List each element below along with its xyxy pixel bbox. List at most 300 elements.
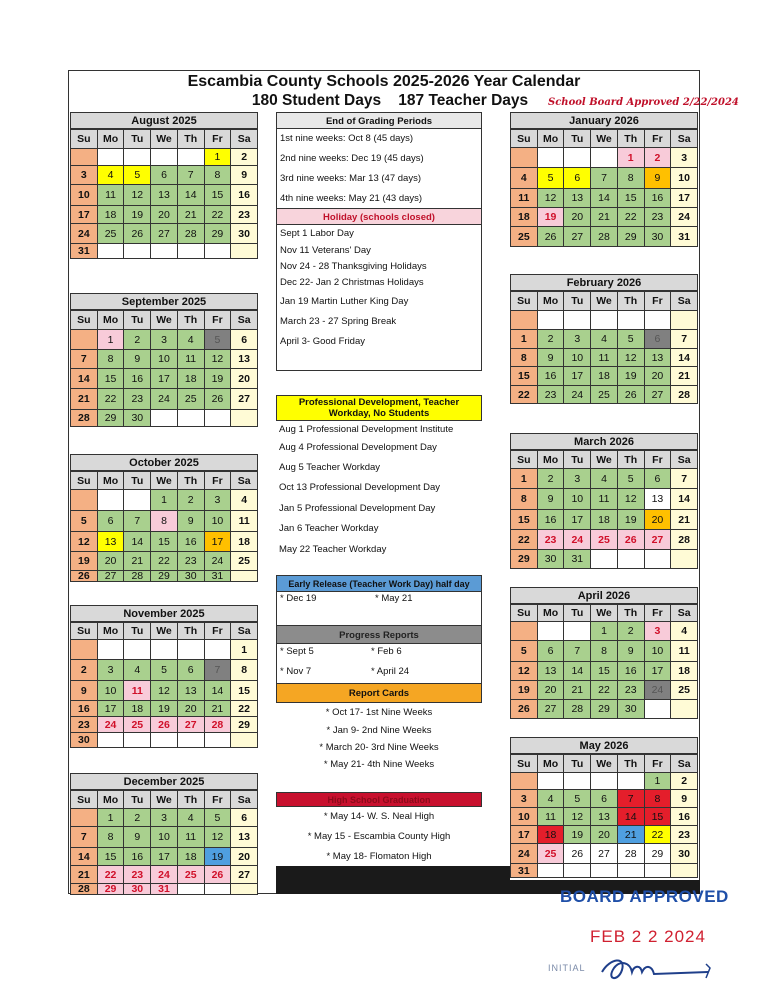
day-cell: 8 bbox=[511, 489, 538, 510]
weekday-header: Fr bbox=[645, 451, 672, 469]
day-cell: 16 bbox=[671, 808, 698, 826]
weekday-header: Tu bbox=[564, 451, 591, 469]
weekday-header: We bbox=[151, 472, 178, 490]
holiday-item: Sept 1 Labor Day bbox=[280, 228, 354, 239]
pd-section bbox=[276, 395, 482, 560]
weekday-header: Th bbox=[178, 130, 205, 149]
day-cell: 30 bbox=[645, 227, 672, 247]
day-cell bbox=[205, 640, 232, 660]
day-cell: 25 bbox=[124, 717, 151, 733]
day-cell: 13 bbox=[151, 185, 178, 206]
day-cell: 25 bbox=[671, 681, 698, 700]
weekday-header: Fr bbox=[205, 472, 232, 490]
day-cell: 4 bbox=[591, 469, 618, 489]
day-cell: 30 bbox=[178, 571, 205, 582]
weekday-header: Sa bbox=[231, 791, 258, 809]
day-cell: 5 bbox=[564, 790, 591, 808]
day-cell: 11 bbox=[231, 511, 258, 532]
day-cell bbox=[71, 490, 98, 511]
day-cell: 21 bbox=[71, 389, 98, 410]
day-cell: 3 bbox=[511, 790, 538, 808]
day-cell: 5 bbox=[151, 660, 178, 681]
day-cell bbox=[564, 773, 591, 790]
day-cell: 27 bbox=[538, 700, 565, 719]
grading-section bbox=[276, 112, 482, 210]
day-cell: 22 bbox=[151, 552, 178, 571]
day-cell: 2 bbox=[671, 773, 698, 790]
day-cell: 25 bbox=[511, 227, 538, 247]
day-cell: 11 bbox=[124, 681, 151, 701]
day-cell: 4 bbox=[98, 166, 125, 185]
weekday-header: Su bbox=[71, 472, 98, 490]
day-cell: 26 bbox=[71, 571, 98, 582]
day-cell: 16 bbox=[231, 185, 258, 206]
day-cell: 14 bbox=[591, 189, 618, 208]
pd-item: Jan 6 Teacher Workday bbox=[279, 523, 379, 534]
day-cell: 25 bbox=[98, 224, 125, 244]
weekday-header: Tu bbox=[124, 623, 151, 640]
month-grid bbox=[70, 790, 258, 895]
day-cell: 2 bbox=[124, 330, 151, 350]
day-cell: 27 bbox=[591, 844, 618, 864]
report-item: * May 21- 4th Nine Weeks bbox=[323, 759, 435, 770]
day-cell: 31 bbox=[671, 227, 698, 247]
day-cell: 30 bbox=[124, 410, 151, 427]
day-cell: 2 bbox=[124, 809, 151, 827]
day-cell: 18 bbox=[591, 367, 618, 386]
month-november-2025 bbox=[70, 605, 258, 748]
pd-heading-line1: Professional Development, Teacher bbox=[298, 397, 460, 408]
month-title: September 2025 bbox=[70, 293, 258, 310]
day-cell: 29 bbox=[645, 844, 672, 864]
day-cell: 20 bbox=[645, 510, 672, 530]
day-cell: 12 bbox=[205, 350, 232, 369]
day-cell: 9 bbox=[618, 641, 645, 662]
month-title: January 2026 bbox=[510, 112, 698, 129]
day-cell: 26 bbox=[618, 530, 645, 550]
day-cell: 4 bbox=[124, 660, 151, 681]
weekday-header: Tu bbox=[564, 605, 591, 622]
day-cell bbox=[564, 864, 591, 878]
day-cell: 20 bbox=[178, 701, 205, 717]
day-cell: 5 bbox=[538, 168, 565, 189]
weekday-header: Th bbox=[178, 311, 205, 330]
day-cell: 18 bbox=[231, 532, 258, 552]
weekday-header: We bbox=[591, 755, 618, 773]
day-cell: 15 bbox=[98, 848, 125, 866]
day-cell: 16 bbox=[71, 701, 98, 717]
day-cell: 23 bbox=[618, 681, 645, 700]
weekday-header: Th bbox=[178, 472, 205, 490]
day-cell bbox=[591, 311, 618, 330]
day-cell: 29 bbox=[205, 224, 232, 244]
weekday-header: Fr bbox=[205, 130, 232, 149]
day-cell: 13 bbox=[591, 808, 618, 826]
stamp-initials-label: INITIAL bbox=[548, 963, 586, 973]
day-cell: 10 bbox=[564, 349, 591, 367]
month-march-2026 bbox=[510, 433, 698, 569]
day-cell: 22 bbox=[205, 206, 232, 224]
weekday-header: Sa bbox=[671, 451, 698, 469]
day-cell: 21 bbox=[671, 367, 698, 386]
day-cell: 19 bbox=[205, 369, 232, 389]
day-cell: 10 bbox=[151, 827, 178, 848]
day-cell: 7 bbox=[205, 660, 232, 681]
weekday-header: Mo bbox=[538, 292, 565, 311]
day-cell: 25 bbox=[591, 386, 618, 404]
weekday-header: Mo bbox=[98, 623, 125, 640]
day-cell: 18 bbox=[511, 208, 538, 227]
day-cell: 22 bbox=[618, 208, 645, 227]
day-cell: 17 bbox=[205, 532, 232, 552]
day-cell bbox=[671, 864, 698, 878]
weekday-header: Tu bbox=[564, 755, 591, 773]
weekday-header: Sa bbox=[231, 311, 258, 330]
day-cell: 29 bbox=[98, 884, 125, 895]
day-cell: 11 bbox=[98, 185, 125, 206]
holiday-item: Nov 11 Veterans' Day bbox=[280, 245, 371, 256]
day-cell bbox=[591, 550, 618, 569]
day-cell: 26 bbox=[205, 866, 232, 884]
day-cell: 22 bbox=[511, 530, 538, 550]
day-cell: 29 bbox=[231, 717, 258, 733]
weekday-header: We bbox=[151, 623, 178, 640]
day-cell: 11 bbox=[178, 827, 205, 848]
day-cell: 13 bbox=[231, 350, 258, 369]
day-cell: 4 bbox=[231, 490, 258, 511]
pd-heading bbox=[276, 395, 482, 421]
day-cell bbox=[205, 884, 232, 895]
day-cell: 28 bbox=[124, 571, 151, 582]
month-title: February 2026 bbox=[510, 274, 698, 291]
weekday-header: Tu bbox=[564, 292, 591, 311]
report-item: * Jan 9- 2nd Nine Weeks bbox=[326, 725, 432, 736]
day-cell: 11 bbox=[538, 808, 565, 826]
day-cell: 25 bbox=[178, 866, 205, 884]
day-cell: 24 bbox=[564, 386, 591, 404]
day-cell: 9 bbox=[538, 489, 565, 510]
day-cell: 28 bbox=[671, 386, 698, 404]
day-cell: 22 bbox=[511, 386, 538, 404]
weekday-header: Su bbox=[511, 130, 538, 148]
weekday-header: Th bbox=[618, 605, 645, 622]
day-cell: 19 bbox=[538, 208, 565, 227]
day-cell: 18 bbox=[538, 826, 565, 844]
day-cell: 20 bbox=[645, 367, 672, 386]
holiday-item: Dec 22- Jan 2 Christmas Holidays bbox=[280, 277, 424, 288]
day-cell: 7 bbox=[591, 168, 618, 189]
day-cell: 8 bbox=[231, 660, 258, 681]
day-cell: 11 bbox=[671, 641, 698, 662]
day-cell: 14 bbox=[618, 808, 645, 826]
day-cell: 21 bbox=[124, 552, 151, 571]
day-cell: 6 bbox=[645, 469, 672, 489]
day-cell bbox=[591, 773, 618, 790]
day-cell: 23 bbox=[124, 389, 151, 410]
day-cell bbox=[151, 733, 178, 748]
day-cell: 24 bbox=[645, 681, 672, 700]
weekday-header: Fr bbox=[645, 130, 672, 148]
day-cell: 3 bbox=[564, 469, 591, 489]
month-september-2025 bbox=[70, 293, 258, 427]
day-cell: 29 bbox=[98, 410, 125, 427]
day-cell bbox=[618, 550, 645, 569]
day-cell: 19 bbox=[151, 701, 178, 717]
progress-heading: Progress Reports bbox=[276, 625, 482, 644]
early-release-date: * Dec 19 bbox=[280, 593, 317, 604]
day-cell: 27 bbox=[564, 227, 591, 247]
day-cell bbox=[564, 148, 591, 168]
day-cell: 19 bbox=[564, 826, 591, 844]
day-cell: 26 bbox=[511, 700, 538, 719]
day-cell: 27 bbox=[645, 386, 672, 404]
day-cell: 9 bbox=[538, 349, 565, 367]
day-cell: 27 bbox=[178, 717, 205, 733]
day-cell bbox=[231, 733, 258, 748]
weekday-header: Fr bbox=[205, 791, 232, 809]
day-cell: 15 bbox=[205, 185, 232, 206]
day-cell: 14 bbox=[71, 369, 98, 389]
weekday-header: We bbox=[591, 605, 618, 622]
day-cell: 23 bbox=[124, 866, 151, 884]
day-cell: 22 bbox=[645, 826, 672, 844]
day-cell: 2 bbox=[178, 490, 205, 511]
holiday-item: March 23 - 27 Spring Break bbox=[280, 316, 397, 327]
day-cell: 18 bbox=[591, 510, 618, 530]
day-cell: 15 bbox=[618, 189, 645, 208]
day-cell: 24 bbox=[205, 552, 232, 571]
day-cell: 3 bbox=[205, 490, 232, 511]
day-cell: 21 bbox=[618, 826, 645, 844]
day-cell bbox=[231, 571, 258, 582]
day-cell: 18 bbox=[98, 206, 125, 224]
day-cell bbox=[645, 311, 672, 330]
day-cell: 1 bbox=[511, 469, 538, 489]
day-cell: 15 bbox=[151, 532, 178, 552]
day-cell bbox=[98, 149, 125, 166]
bottom-bar bbox=[276, 866, 510, 894]
day-cell: 5 bbox=[124, 166, 151, 185]
day-cell: 12 bbox=[618, 489, 645, 510]
day-cell: 11 bbox=[591, 349, 618, 367]
day-cell: 28 bbox=[71, 884, 98, 895]
day-cell: 15 bbox=[98, 369, 125, 389]
day-cell: 3 bbox=[645, 622, 672, 641]
weekday-header: Fr bbox=[645, 292, 672, 311]
day-cell: 13 bbox=[645, 489, 672, 510]
day-cell: 14 bbox=[178, 185, 205, 206]
signature-icon bbox=[596, 952, 716, 984]
weekday-header: Fr bbox=[645, 755, 672, 773]
day-cell: 23 bbox=[178, 552, 205, 571]
day-cell: 22 bbox=[98, 866, 125, 884]
day-cell: 13 bbox=[98, 532, 125, 552]
day-cell: 20 bbox=[538, 681, 565, 700]
day-cell bbox=[591, 148, 618, 168]
weekday-header: Fr bbox=[645, 605, 672, 622]
day-cell: 17 bbox=[564, 510, 591, 530]
month-title: August 2025 bbox=[70, 112, 258, 129]
day-cell: 1 bbox=[98, 809, 125, 827]
early-release-heading: Early Release (Teacher Work Day) half day bbox=[276, 575, 482, 592]
weekday-header: Th bbox=[618, 292, 645, 311]
weekday-header: Mo bbox=[98, 472, 125, 490]
day-cell: 9 bbox=[71, 681, 98, 701]
weekday-header: Tu bbox=[124, 130, 151, 149]
day-cell: 7 bbox=[564, 641, 591, 662]
day-cell bbox=[538, 773, 565, 790]
day-cell: 28 bbox=[71, 410, 98, 427]
day-cell: 10 bbox=[511, 808, 538, 826]
day-cell: 28 bbox=[178, 224, 205, 244]
day-cell: 6 bbox=[645, 330, 672, 349]
day-cell: 11 bbox=[591, 489, 618, 510]
day-cell: 26 bbox=[151, 717, 178, 733]
graduation-section bbox=[276, 792, 482, 867]
weekday-header: Th bbox=[178, 623, 205, 640]
day-cell: 13 bbox=[231, 827, 258, 848]
weekday-header: We bbox=[591, 292, 618, 311]
weekday-header: Su bbox=[511, 451, 538, 469]
weekday-header: Th bbox=[618, 451, 645, 469]
day-cell: 14 bbox=[671, 489, 698, 510]
weekday-header: Tu bbox=[124, 472, 151, 490]
progress-date: * Feb 6 bbox=[371, 646, 402, 657]
day-cell bbox=[511, 148, 538, 168]
month-grid bbox=[70, 310, 258, 427]
day-cell: 10 bbox=[564, 489, 591, 510]
day-cell: 21 bbox=[671, 510, 698, 530]
day-cell: 13 bbox=[564, 189, 591, 208]
day-cell: 19 bbox=[124, 206, 151, 224]
weekday-header: Su bbox=[511, 755, 538, 773]
weekday-header: Tu bbox=[124, 311, 151, 330]
day-cell bbox=[151, 410, 178, 427]
day-cell: 27 bbox=[645, 530, 672, 550]
day-cell: 3 bbox=[564, 330, 591, 349]
day-cell: 1 bbox=[205, 149, 232, 166]
day-cell bbox=[538, 311, 565, 330]
day-cell: 25 bbox=[591, 530, 618, 550]
page-subtitle: 180 Student Days 187 Teacher Days bbox=[251, 92, 529, 109]
weekday-header: Mo bbox=[98, 130, 125, 149]
day-cell: 18 bbox=[124, 701, 151, 717]
day-cell bbox=[124, 733, 151, 748]
day-cell: 8 bbox=[618, 168, 645, 189]
graduation-item: * May 15 - Escambia County High bbox=[307, 831, 451, 842]
day-cell: 12 bbox=[538, 189, 565, 208]
day-cell bbox=[511, 773, 538, 790]
report-item: * March 20- 3rd Nine Weeks bbox=[319, 742, 439, 753]
weekday-header: Sa bbox=[231, 130, 258, 149]
day-cell: 15 bbox=[511, 510, 538, 530]
holiday-item: April 3- Good Friday bbox=[280, 336, 366, 347]
weekday-header: Su bbox=[71, 130, 98, 149]
month-title: October 2025 bbox=[70, 454, 258, 471]
day-cell: 2 bbox=[538, 330, 565, 349]
day-cell: 21 bbox=[71, 866, 98, 884]
day-cell: 22 bbox=[231, 701, 258, 717]
day-cell bbox=[178, 733, 205, 748]
graduation-item: * May 18- Flomaton High bbox=[326, 851, 432, 862]
day-cell bbox=[231, 410, 258, 427]
day-cell: 21 bbox=[205, 701, 232, 717]
day-cell: 6 bbox=[98, 511, 125, 532]
day-cell bbox=[564, 622, 591, 641]
day-cell: 24 bbox=[71, 224, 98, 244]
day-cell: 8 bbox=[591, 641, 618, 662]
day-cell: 19 bbox=[71, 552, 98, 571]
day-cell: 20 bbox=[151, 206, 178, 224]
day-cell: 10 bbox=[645, 641, 672, 662]
day-cell: 3 bbox=[151, 330, 178, 350]
day-cell: 2 bbox=[231, 149, 258, 166]
day-cell bbox=[618, 773, 645, 790]
day-cell: 31 bbox=[71, 244, 98, 259]
day-cell: 27 bbox=[98, 571, 125, 582]
day-cell bbox=[671, 311, 698, 330]
day-cell: 29 bbox=[511, 550, 538, 569]
day-cell: 5 bbox=[71, 511, 98, 532]
day-cell: 29 bbox=[151, 571, 178, 582]
day-cell: 23 bbox=[645, 208, 672, 227]
day-cell bbox=[124, 640, 151, 660]
month-grid bbox=[70, 622, 258, 748]
day-cell bbox=[98, 490, 125, 511]
day-cell: 9 bbox=[231, 166, 258, 185]
weekday-header: Su bbox=[71, 623, 98, 640]
day-cell: 28 bbox=[671, 530, 698, 550]
board-approved-stamp: BOARD APPROVED bbox=[560, 887, 729, 906]
day-cell: 8 bbox=[151, 511, 178, 532]
weekday-header: We bbox=[151, 791, 178, 809]
day-cell bbox=[71, 640, 98, 660]
day-cell: 8 bbox=[98, 827, 125, 848]
day-cell: 11 bbox=[178, 350, 205, 369]
day-cell: 5 bbox=[618, 330, 645, 349]
approval-note: School Board Approved 2/22/2024 bbox=[548, 97, 739, 108]
day-cell: 30 bbox=[538, 550, 565, 569]
early-release-date: * May 21 bbox=[375, 593, 413, 604]
day-cell bbox=[618, 311, 645, 330]
month-title: April 2026 bbox=[510, 587, 698, 604]
month-grid bbox=[70, 129, 258, 259]
day-cell: 22 bbox=[98, 389, 125, 410]
month-title: May 2026 bbox=[510, 737, 698, 754]
day-cell: 28 bbox=[591, 227, 618, 247]
day-cell: 27 bbox=[151, 224, 178, 244]
grading-heading: End of Grading Periods bbox=[276, 112, 482, 129]
day-cell: 8 bbox=[98, 350, 125, 369]
day-cell: 24 bbox=[671, 208, 698, 227]
pd-item: May 22 Teacher Workday bbox=[279, 544, 387, 555]
day-cell bbox=[151, 244, 178, 259]
progress-date: * Sept 5 bbox=[280, 646, 314, 657]
day-cell: 10 bbox=[671, 168, 698, 189]
day-cell: 10 bbox=[71, 185, 98, 206]
day-cell bbox=[98, 640, 125, 660]
day-cell: 28 bbox=[564, 700, 591, 719]
day-cell: 31 bbox=[564, 550, 591, 569]
day-cell: 19 bbox=[511, 681, 538, 700]
day-cell: 29 bbox=[591, 700, 618, 719]
pd-item: Aug 4 Professional Development Day bbox=[279, 442, 437, 453]
pd-item: Oct 13 Professional Development Day bbox=[279, 482, 441, 493]
day-cell: 7 bbox=[671, 469, 698, 489]
day-cell: 30 bbox=[618, 700, 645, 719]
day-cell: 25 bbox=[538, 844, 565, 864]
graduation-item: * May 14- W. S. Neal High bbox=[323, 811, 435, 822]
